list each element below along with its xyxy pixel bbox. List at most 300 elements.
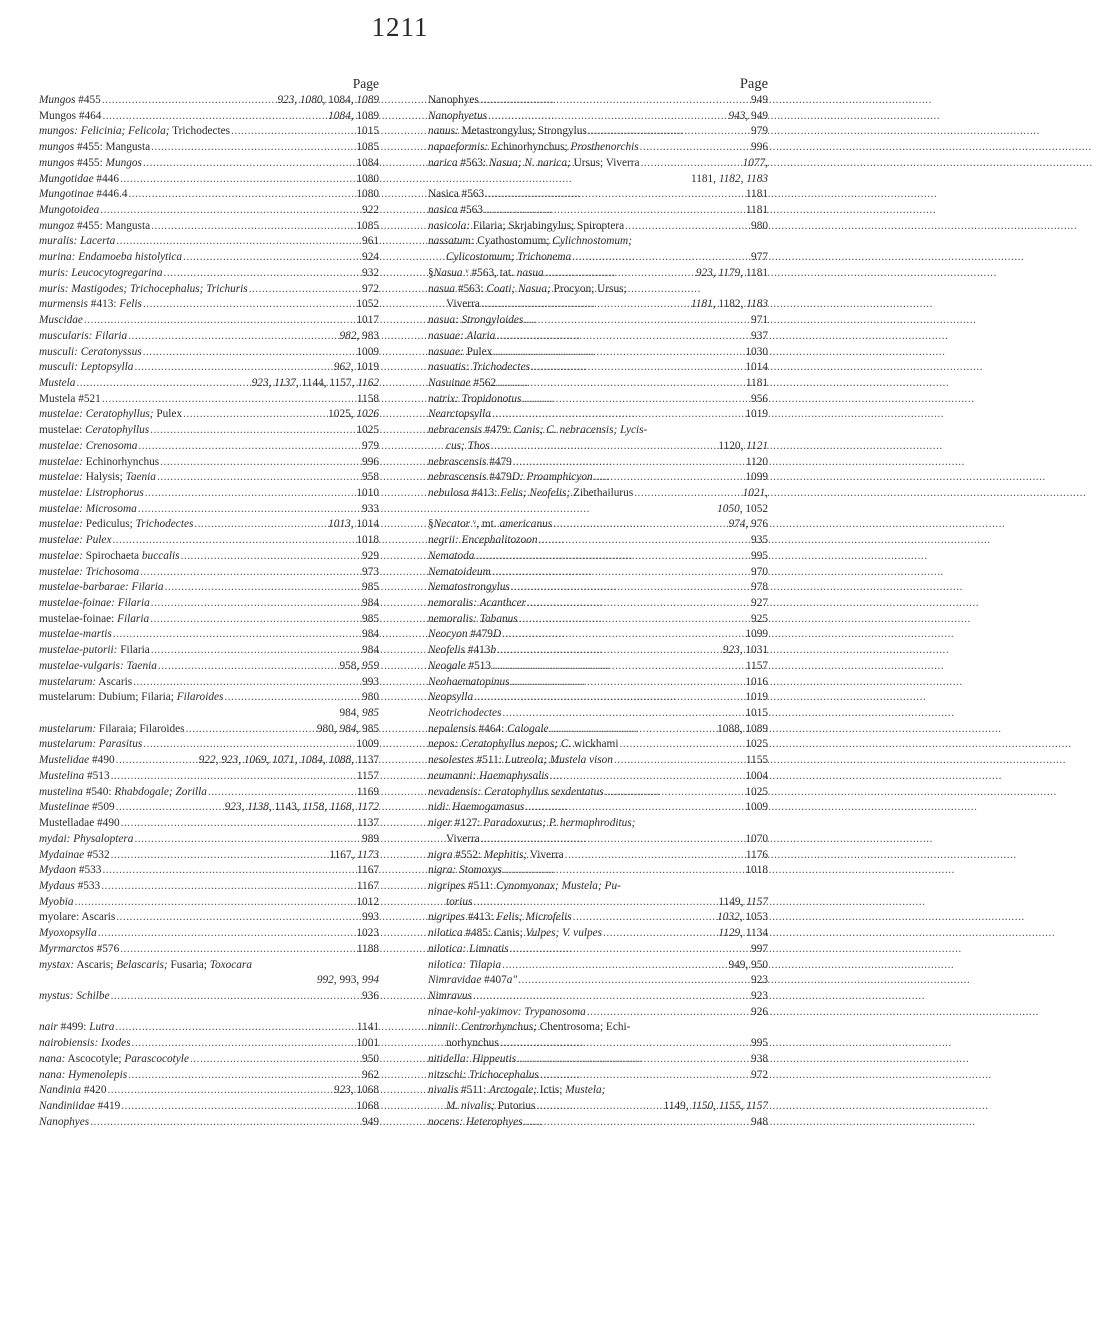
index-entry	[428, 832, 768, 848]
dot-leader	[151, 596, 361, 612]
index-line	[39, 439, 379, 455]
dot-leader	[527, 596, 750, 612]
index-entry	[428, 517, 768, 533]
page-refs: 972	[362, 282, 379, 295]
dot-leader	[540, 1068, 750, 1084]
page-refs: 958, 959	[339, 659, 379, 672]
entry-term: mustelarum: Parasitus	[39, 738, 143, 751]
entry-term: nanus: Metastrongylus; Strongylus	[428, 125, 587, 138]
entry-term: Neogale #513	[428, 659, 492, 672]
index-entry	[39, 172, 379, 188]
entry-term: ninnii: Centrorhynchus; Chentrosoma; Echi-	[428, 1021, 631, 1034]
index-entry	[428, 722, 768, 738]
dot-leader	[111, 769, 356, 785]
index-entry	[428, 282, 768, 298]
index-entry	[39, 1099, 379, 1115]
entry-term: mustelarum: Filaraia; Filaroides	[39, 722, 185, 735]
entry-term: mustelae: Ceratophyllus	[39, 424, 150, 437]
index-entry	[39, 863, 379, 879]
page-refs: 949	[751, 94, 768, 106]
index-line	[39, 565, 379, 581]
page-refs: 993	[362, 911, 379, 924]
page-refs: 985	[362, 581, 379, 594]
entry-term: narica #563: Nasua; N. narica; Ursus; Viverra	[428, 156, 640, 169]
page-refs: 1018	[356, 534, 379, 547]
dot-leader	[116, 753, 198, 769]
index-line	[39, 313, 379, 329]
index-line	[39, 423, 379, 439]
page-refs: 1120, 1121	[718, 439, 768, 452]
page-refs: 1001	[356, 1037, 379, 1050]
index-line	[428, 1020, 768, 1036]
dot-leader	[484, 203, 745, 219]
index-entry	[428, 973, 768, 989]
page-refs: 984, 985	[339, 707, 379, 720]
index-entry	[39, 156, 379, 172]
index-entry	[428, 533, 768, 549]
dot-leader	[474, 690, 744, 706]
index-line	[428, 392, 768, 408]
entry-term: Mustelladae #490	[39, 817, 120, 830]
dot-leader	[186, 722, 316, 738]
index-entry	[39, 360, 379, 376]
index-entry	[39, 109, 379, 125]
index-entry	[428, 848, 768, 864]
index-line	[428, 958, 768, 974]
page-refs: 1009	[745, 801, 768, 814]
dot-leader	[111, 989, 361, 1005]
page-refs: 927	[751, 597, 768, 609]
index-line	[428, 785, 768, 801]
entry-term: Mungos #455	[39, 94, 101, 106]
index-line	[428, 565, 768, 581]
entry-term: Mustelidae #490	[39, 754, 115, 767]
dot-leader	[111, 848, 329, 864]
entry-term: mungos #455: Mungos	[39, 156, 142, 169]
index-line	[428, 234, 768, 250]
dot-leader	[181, 549, 361, 565]
dot-leader	[522, 392, 750, 408]
index-entry	[428, 93, 768, 109]
index-line	[39, 910, 379, 926]
entry-term: niger #127: Paradoxurus; P. hermaphroditus;	[428, 817, 636, 830]
index-entry	[428, 234, 768, 250]
entry-term: mustelae: Echinorhynchus	[39, 455, 160, 468]
index-line	[428, 1036, 768, 1052]
index-line	[39, 93, 379, 109]
entry-term: Nematoideum	[428, 565, 491, 578]
index-entry	[428, 439, 768, 455]
index-line	[428, 502, 768, 518]
index-entry	[39, 517, 379, 533]
dot-leader	[120, 942, 356, 958]
dot-leader	[492, 659, 745, 675]
index-entry	[428, 219, 768, 235]
dot-leader	[496, 329, 750, 345]
index-entry	[428, 1099, 768, 1115]
index-entry	[428, 486, 768, 517]
entry-term: Neotrichodectes	[428, 707, 502, 720]
page-refs: 992, 993, 994	[316, 974, 379, 987]
index-entry	[428, 675, 768, 691]
page-refs: 962, 1019	[333, 361, 379, 374]
entry-term: nepos: Ceratophyllus nepos; C. wickhami	[428, 738, 619, 751]
index-entry	[39, 800, 379, 816]
entry-term: nigra: Stomoxys	[428, 864, 502, 877]
index-line	[428, 517, 768, 533]
index-line	[39, 1083, 379, 1099]
index-line	[39, 219, 379, 235]
index-entry	[39, 753, 379, 769]
entry-term: nasuae: Pulex	[428, 345, 493, 358]
dot-leader	[539, 533, 751, 549]
index-line	[39, 1036, 379, 1052]
index-line	[428, 156, 768, 172]
dot-leader	[485, 187, 745, 203]
entry-term: mustelae: Pulex	[39, 534, 112, 547]
index-entry	[428, 659, 768, 675]
dot-leader	[536, 1099, 662, 1115]
index-line	[428, 816, 768, 832]
index-line	[39, 800, 379, 816]
dot-leader	[84, 313, 355, 329]
entry-term: murina: Endamoeba histolytica	[39, 251, 183, 264]
index-entry	[428, 879, 768, 895]
index-entry	[39, 785, 379, 801]
dot-leader	[128, 1068, 361, 1084]
dot-leader	[183, 407, 327, 423]
entry-term: Nanophyes	[428, 94, 479, 106]
dot-leader	[550, 722, 717, 738]
entry-term: nilotica #485: Canis; Vulpes; V. vulpes	[428, 927, 603, 940]
dot-leader	[134, 360, 332, 376]
index-line	[428, 1068, 768, 1084]
page-refs: 929	[362, 549, 379, 562]
dot-leader	[573, 910, 717, 926]
entry-term: nivalis #511: Arctogale; Ictis; Mustela;	[428, 1084, 606, 1097]
page-refs: 938	[751, 1052, 768, 1065]
index-entry	[428, 926, 768, 942]
index-line	[39, 203, 379, 219]
dot-leader	[640, 140, 750, 156]
page-refs: 980	[751, 219, 768, 232]
index-line	[428, 423, 768, 439]
page-refs: 1004	[745, 769, 768, 782]
index-line	[428, 1083, 768, 1099]
index-line	[39, 942, 379, 958]
page-refs: 1019	[745, 408, 768, 421]
index-entry	[428, 1052, 768, 1068]
dot-leader	[550, 769, 745, 785]
entry-term: myolare: Ascaris	[39, 911, 116, 924]
index-line	[39, 1099, 379, 1115]
index-entry	[39, 1068, 379, 1084]
index-line	[428, 439, 768, 455]
page-refs: 1068	[356, 1099, 379, 1112]
index-entry	[428, 863, 768, 879]
index-entries	[428, 93, 768, 1130]
page-refs: 1025, 1026	[328, 408, 379, 421]
index-entry	[39, 1115, 379, 1131]
page-refs: 950	[362, 1052, 379, 1065]
index-line	[428, 722, 768, 738]
entry-term: nasuatis: Trichodectes	[428, 361, 530, 374]
page-refs: 1016	[745, 675, 768, 688]
dot-leader	[614, 753, 745, 769]
entry-term: Nearctopsylla	[428, 408, 491, 421]
index-entry	[428, 753, 768, 769]
index-entry	[428, 1083, 768, 1099]
index-line	[428, 910, 768, 926]
entry-term: Neofelis #413b	[428, 644, 497, 657]
index-line	[428, 345, 768, 361]
entry-term: muris: Mastigodes; Trichocephalus; Trichuris	[39, 282, 248, 295]
page-refs: 933	[362, 502, 379, 515]
entry-term: Myrmarctos #576	[39, 942, 120, 955]
dot-leader	[493, 345, 744, 361]
index-line	[428, 455, 768, 471]
index-line	[428, 706, 768, 722]
index-entry	[428, 297, 768, 313]
page-refs: 948	[751, 1115, 768, 1128]
dot-leader	[481, 832, 745, 848]
index-line	[39, 989, 379, 1005]
dot-leader	[101, 879, 356, 895]
index-entry	[428, 596, 768, 612]
page-refs: 1157	[745, 659, 768, 672]
page-refs: 979	[362, 439, 379, 452]
index-line	[428, 737, 768, 753]
page-refs: 961	[362, 235, 379, 248]
index-entry	[428, 565, 768, 581]
index-line	[428, 266, 768, 282]
index-entry	[428, 1036, 768, 1052]
index-entry	[428, 470, 768, 486]
dot-leader	[588, 124, 750, 140]
entry-term: mustelae-foinae: Filaria	[39, 612, 150, 625]
entry-term: Mustelina #513	[39, 769, 110, 782]
dot-leader	[138, 439, 361, 455]
dot-leader	[594, 470, 745, 486]
entry-term: mustelae-vulgaris: Taenia	[39, 659, 157, 672]
page-refs: 925	[751, 612, 768, 625]
dot-leader	[138, 502, 361, 518]
index-entry	[428, 392, 768, 408]
entry-term: Mydaon #533	[39, 864, 102, 877]
page-refs: 1013, 1014	[328, 518, 379, 531]
page-refs: 1050, 1052	[717, 502, 768, 515]
dot-leader	[102, 109, 327, 125]
page-refs: 923, 1179, 1181	[695, 266, 768, 279]
dot-leader	[133, 675, 361, 691]
index-entry	[39, 643, 379, 659]
page-refs: 1025	[356, 424, 379, 437]
index-line	[428, 596, 768, 612]
index-line	[39, 407, 379, 423]
page-refs: 1077,	[742, 156, 768, 169]
entry-term: Mydainae #532	[39, 848, 110, 861]
page-refs: 989	[362, 832, 379, 845]
entry-term: nepalensis #464: Calogale	[428, 722, 549, 735]
dot-leader	[524, 313, 750, 329]
index-line	[428, 203, 768, 219]
index-line	[428, 879, 768, 895]
entry-term: nigripes #413: Felis; Microfelis	[428, 911, 572, 924]
index-entry	[39, 942, 379, 958]
entry-term: mustelae-foinae: Filaria	[39, 597, 150, 609]
index-entry	[428, 1020, 768, 1036]
index-line	[39, 172, 379, 188]
index-line	[428, 863, 768, 879]
index-entry	[39, 848, 379, 864]
page-refs: 943, 949	[728, 109, 768, 122]
page-refs: 1070	[745, 832, 768, 845]
page-number: 1211	[371, 12, 429, 42]
index-entry	[428, 109, 768, 125]
index-line	[39, 470, 379, 486]
dot-leader	[224, 690, 361, 706]
index-line	[428, 832, 768, 848]
index-line	[428, 675, 768, 691]
index-line	[428, 187, 768, 203]
entry-term: mustelarum: Ascaris	[39, 675, 133, 688]
page-refs: 956	[751, 392, 768, 405]
index-line	[428, 109, 768, 125]
entry-term: nigra #552: Mephitis; Viverra	[428, 848, 564, 861]
index-line	[39, 832, 379, 848]
index-entry	[39, 345, 379, 361]
page-refs: 936	[362, 989, 379, 1002]
index-entry	[39, 392, 379, 408]
entry-term: mustelarum: Dubium; Filaria; Filaroides	[39, 691, 224, 704]
dot-leader	[128, 187, 355, 203]
entry-term: Nanophyetus	[428, 109, 487, 122]
index-line	[39, 816, 379, 832]
index-entry	[39, 675, 379, 691]
entry-term: mustelae: Ceratophyllus; Pulex	[39, 408, 183, 421]
index-line	[428, 612, 768, 628]
index-line	[428, 124, 768, 140]
index-line	[39, 785, 379, 801]
index-entry	[428, 423, 768, 439]
index-entry	[428, 816, 768, 832]
page-refs: 1099	[745, 628, 768, 641]
entry-term: Nanophyes	[39, 1115, 90, 1128]
entry-term: nebrascensis #479D: Proamphicyon	[428, 471, 593, 484]
index-entry	[39, 879, 379, 895]
page-refs: 1149, 1157	[718, 895, 768, 908]
entry-term: nevadensis: Ceratophyllus sexdentatus	[428, 785, 604, 798]
index-entry	[39, 926, 379, 942]
dot-leader	[157, 470, 361, 486]
index-entry	[428, 737, 768, 753]
entry-term: Nasuinae #562	[428, 376, 497, 389]
dot-leader	[165, 580, 361, 596]
dot-leader	[525, 800, 744, 816]
entry-term: nidi: Haemogamasus	[428, 801, 525, 814]
entry-term: mystus: Schilbe	[39, 989, 110, 1002]
index-line	[39, 643, 379, 659]
dot-leader	[158, 659, 339, 675]
entry-term: Mustela #521	[39, 392, 101, 405]
index-entry	[39, 910, 379, 926]
page-refs: 1015	[745, 707, 768, 720]
index-line	[39, 502, 379, 518]
index-entry	[428, 910, 768, 926]
dot-leader	[502, 706, 744, 722]
dot-leader	[524, 1115, 750, 1131]
index-line	[39, 266, 379, 282]
entry-term: mustelae: Microsoma	[39, 502, 137, 515]
entry-term: Neohaematopinus	[428, 675, 510, 688]
entry-term: Viverra	[446, 298, 480, 311]
index-line	[39, 706, 379, 722]
entry-term: §Nasua ᵛ #563, tat. nasua	[428, 266, 544, 279]
index-entry	[39, 266, 379, 282]
page-refs: 1167	[356, 864, 379, 877]
entry-term: torius	[446, 895, 473, 908]
page-refs: 1018	[745, 864, 768, 877]
dot-leader	[134, 832, 361, 848]
dot-leader	[90, 1115, 361, 1131]
index-line	[39, 329, 379, 345]
entry-term: nana: Hymenolepis	[39, 1068, 128, 1081]
index-line	[39, 1020, 379, 1036]
index-entry	[39, 502, 379, 518]
index-entry	[39, 549, 379, 565]
entry-term: mustelae: Pediculus; Trichodectes	[39, 518, 194, 531]
dot-leader	[565, 848, 745, 864]
index-line	[39, 1115, 379, 1131]
index-entry	[39, 124, 379, 140]
entry-term: nigripes #511: Cynomyonax; Mustela; Pu-	[428, 879, 621, 892]
index-entry	[39, 439, 379, 455]
index-line	[39, 250, 379, 266]
column-header: Page	[739, 76, 768, 92]
entry-term: nasua #563: Coati; Nasua; Procyon; Ursus;	[428, 282, 627, 295]
index-entry	[39, 580, 379, 596]
dot-leader	[503, 863, 745, 879]
page-refs: 923	[751, 974, 768, 987]
index-entry	[39, 1020, 379, 1036]
index-line	[39, 722, 379, 738]
index-entry	[39, 282, 379, 298]
dot-leader	[143, 737, 355, 753]
dot-leader	[76, 376, 250, 392]
index-line	[39, 596, 379, 612]
index-entry	[428, 769, 768, 785]
dot-leader	[107, 1083, 332, 1099]
page-refs: 1015	[356, 125, 379, 138]
page-refs: 1014	[745, 361, 768, 374]
index-line	[39, 973, 379, 989]
dot-leader	[143, 297, 355, 313]
page-refs: 995	[751, 549, 768, 562]
index-entry	[39, 313, 379, 329]
dot-leader	[641, 156, 742, 172]
index-entry	[39, 187, 379, 203]
page-refs: 984	[362, 597, 379, 609]
dot-leader	[545, 266, 695, 282]
entry-term: nasua: Strongyloides	[428, 314, 524, 327]
dot-leader	[98, 926, 356, 942]
page-refs: 1181, 1182, 1183	[690, 298, 768, 311]
entry-term: mustelae: Listrophorus	[39, 486, 144, 499]
index-entry	[428, 156, 768, 187]
page-refs: 1129, 1134	[718, 927, 768, 940]
index-entries	[39, 93, 379, 1130]
entry-term: nasica #563	[428, 204, 483, 217]
